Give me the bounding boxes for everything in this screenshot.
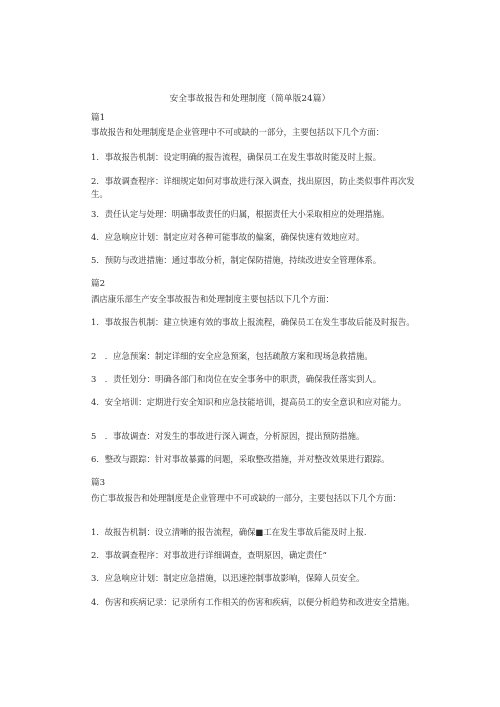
list-item: 5．预防与改进措施：通过事故分析，制定保防措施，持续改进安全管理体系。 bbox=[91, 255, 382, 265]
list-item: 4．伤害和疾病记录：记录所有工作相关的伤害和疾病，以便分析趋势和改进安全措施。 bbox=[91, 597, 415, 607]
list-item: 4．安全培训：定期进行安全知识和应急技能培训，提高员工的安全意识和应对能力。 bbox=[91, 397, 407, 407]
list-item: 5 ．事故调查：对发生的事故进行深入调查，分析原因，提出预防措施。 bbox=[91, 431, 365, 441]
section-intro: 伤亡事故报告和处理制度是企业管理中不可或缺的一部分，主要包括以下几个方面： bbox=[91, 493, 401, 503]
list-item: 1．事故报告机制：设定明确的报告流程，确保员工在发生事故时能及时上报。 bbox=[91, 152, 382, 162]
section-heading: 篇1 bbox=[91, 113, 106, 123]
list-item: 3．责任认定与处理：明确事故责任的归属，根据责任大小采取相应的处理措施。 bbox=[91, 209, 390, 219]
list-item: 4．应急响应计划：制定应对各种可能事故的偏案，确保快速有效地应对。 bbox=[91, 232, 365, 242]
list-item: 1．故报告机制：设立清晰的报告流程，确保■工在发生事故后能及时上报. bbox=[91, 527, 367, 537]
list-item: 1．事故报告机制：建立快速有效的事故上报流程，确保员工在发生事故后能及时报告。 bbox=[91, 317, 415, 327]
list-item: 3 ．责任划分：明确各部门和岗位在安全事务中的职责，确保我任落实到人。 bbox=[91, 374, 382, 384]
list-item: 2 ．应急预案：制定详细的安全应急预案，包括疏散方案和现场急救措施。 bbox=[91, 351, 373, 361]
section-heading: 篇3 bbox=[91, 478, 106, 488]
list-item: 3．应急响应计划：制定应急措施，以迅速控制事故影响，保障人员安全。 bbox=[91, 573, 365, 583]
list-item: 2．事故调查程序：对事故进行详细调查，查明原因，确定责任“ bbox=[91, 550, 327, 560]
document-title: 安全事故报告和处理制度（简单版24篇） bbox=[169, 94, 331, 104]
section-heading: 篇2 bbox=[91, 279, 106, 289]
section-intro: 事故报告和处理制度是企业管理中不可或缺的一部分，主要包括以下几个方面： bbox=[91, 127, 385, 137]
list-item: 6．整改与跟踪：针对事故暴露的问题，采取整改措施，并对整改效果进行跟踪。 bbox=[91, 454, 390, 464]
list-item: 2．事故调查程序：详细规定如何对事故进行深入调查，找出原因，防止类似事件再次发生。 bbox=[91, 176, 415, 199]
section-intro: 酒店康乐部生产安全事故报告和处理制度主要包括以下几个方面： bbox=[91, 294, 334, 304]
